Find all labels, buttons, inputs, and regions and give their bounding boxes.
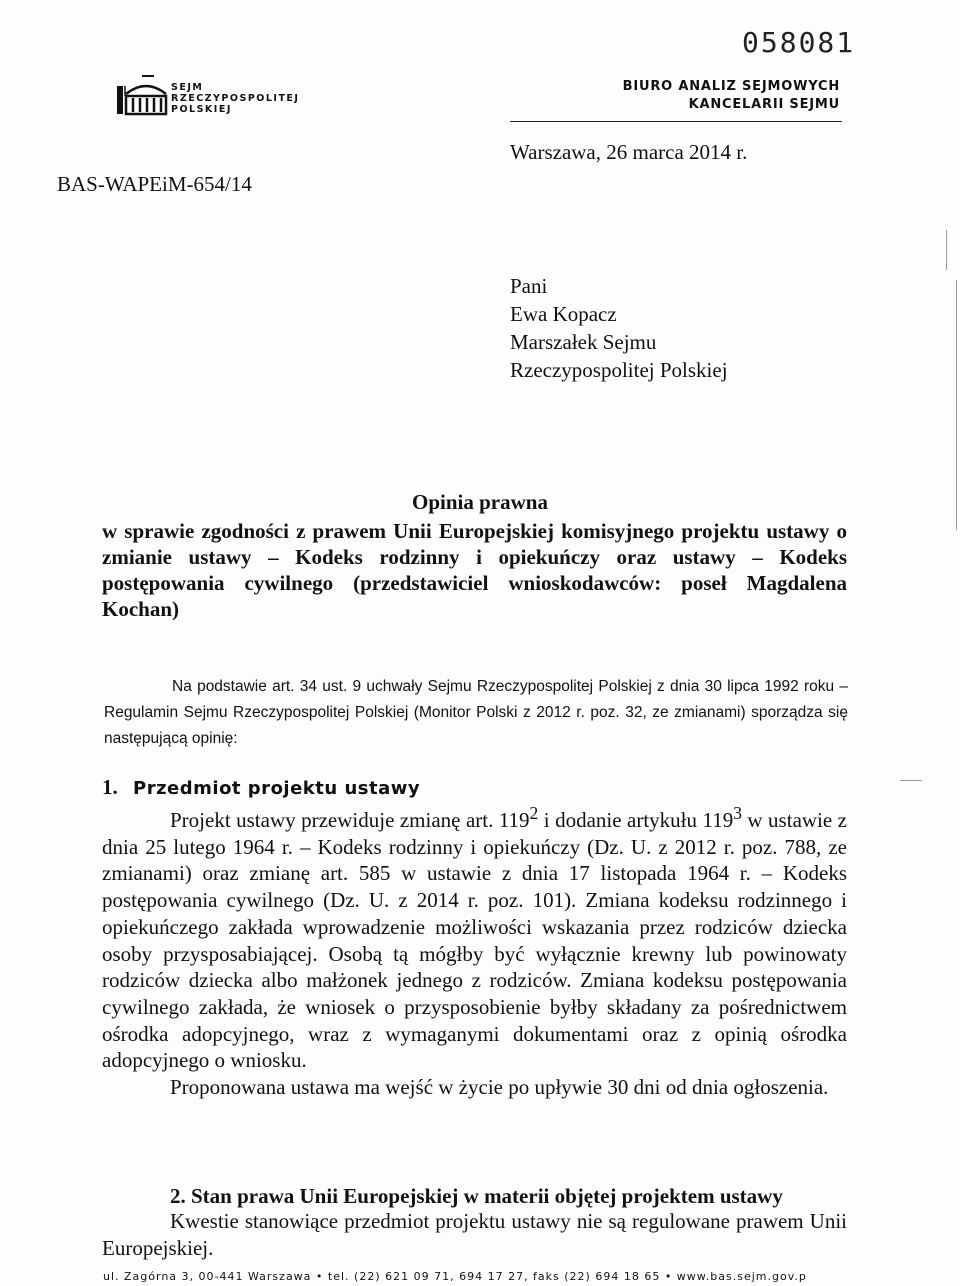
office-line-2: KANCELARII SEJMU bbox=[688, 97, 840, 112]
article-superscript-2: 3 bbox=[733, 803, 742, 823]
section-1-text-a: Projekt ustawy przewiduje zmianę art. 119 bbox=[170, 808, 530, 832]
office-name bbox=[560, 78, 840, 114]
document-stamp-number: 058081 bbox=[742, 26, 856, 59]
document-date: Warszawa, 26 marca 2014 r. bbox=[510, 140, 748, 164]
addressee-block bbox=[510, 272, 728, 384]
section-1-body bbox=[102, 800, 847, 1101]
section-2-body bbox=[102, 1208, 847, 1261]
logo-line-1: SEJM bbox=[171, 82, 204, 93]
section-1-text-b: i dodanie artykułu 119 bbox=[538, 808, 734, 832]
reference-number: BAS-WAPEiM-654/14 bbox=[57, 172, 252, 196]
footer-contact: ul. Zagórna 3, 00-441 Warszawa • tel. (22) 621 09 71, 694 17 27, faks (22) 694 18 65 • www.bas.sejm.gov.p bbox=[103, 1270, 807, 1283]
addressee-name: Ewa Kopacz bbox=[510, 302, 617, 326]
addressee-position: Marszałek Sejmu bbox=[510, 330, 657, 354]
scan-mark bbox=[900, 780, 922, 781]
section-2-text: Kwestie stanowiące przedmiot projektu ustawy nie są regulowane prawem Unii Europejskiej. bbox=[102, 1209, 847, 1260]
section-1-title: Przedmiot projektu ustawy bbox=[133, 778, 421, 799]
logo-line-2: RZECZYPOSPOLITEJ bbox=[171, 93, 300, 104]
logo-line-3: POLSKIEJ bbox=[171, 104, 232, 115]
scan-mark bbox=[956, 280, 957, 530]
office-line-1: BIURO ANALIZ SEJMOWYCH bbox=[622, 79, 840, 94]
sejm-logo bbox=[116, 72, 300, 120]
section-1-paragraph-1 bbox=[102, 800, 847, 1074]
header-rule bbox=[510, 121, 842, 122]
addressee-salutation: Pani bbox=[510, 274, 548, 298]
section-1-number: 1. bbox=[102, 775, 118, 799]
section-2-heading: 2. Stan prawa Unii Europejskiej w materii objętej projektem ustawy bbox=[170, 1184, 783, 1208]
section-1-text-c: w ustawie z dnia 25 lutego 1964 r. – Kodeks rodzinny i opiekuńczy (Dz. U. z 2012 r. poz. 788, ze zmianami) oraz zmianę art. 585 w ustawie z dnia 17 listopada 1964 r. – Kodeks postępowania cywilnego (Dz. U. z 2014 r. poz. 101). Zmiana kodeksu rodzinnego i opiekuńczego zakłada wprowadzenie możliwości wskazania przez rodziców dziecka osoby przysposabiającej. Osobą tą mógłby być wyłącznie krewny lub powinowaty rodziców dziecka albo małżonek jednego z rodziców. Zmiana kodeksu postępowania cywilnego zakłada, że wniosek o przysposobienie byłby składany za pośrednictwem ośrodka adopcyjnego, wraz z wymaganymi dokumentami oraz z opinią ośrodka adopcyjnego o wniosku. bbox=[102, 808, 847, 1073]
intro-text: Na podstawie art. 34 ust. 9 uchwały Sejmu Rzeczypospolitej Polskiej z dnia 30 lipca 1992 roku – Regulamin Sejmu Rzeczypospolitej Polskiej (Monitor Polski z 2012 r. poz. 32, ze zmianami) sporządza się następującą opinię: bbox=[104, 678, 848, 747]
section-1-paragraph-2 bbox=[102, 1074, 847, 1101]
addressee-institution: Rzeczypospolitej Polskiej bbox=[510, 358, 728, 382]
opinion-subject: w sprawie zgodności z prawem Unii Europejskiej komisyjnego projektu ustawy o zmianie ustawy – Kodeks rodzinny i opiekuńczy oraz ustawy – Kodeks postępowania cywilnego (przedstawiciel wnioskodawców: poseł Magdalena Kochan) bbox=[102, 519, 847, 621]
opinion-title: Opinia prawna bbox=[412, 490, 548, 514]
sejm-building-icon bbox=[116, 72, 170, 120]
scan-mark bbox=[946, 230, 947, 270]
article-superscript-1: 2 bbox=[529, 803, 539, 823]
intro-paragraph bbox=[104, 674, 848, 752]
section-1-p2-text: Proponowana ustawa ma wejść w życie po upływie 30 dni od dnia ogłoszenia. bbox=[170, 1075, 829, 1100]
logo-wordmark bbox=[171, 82, 299, 115]
